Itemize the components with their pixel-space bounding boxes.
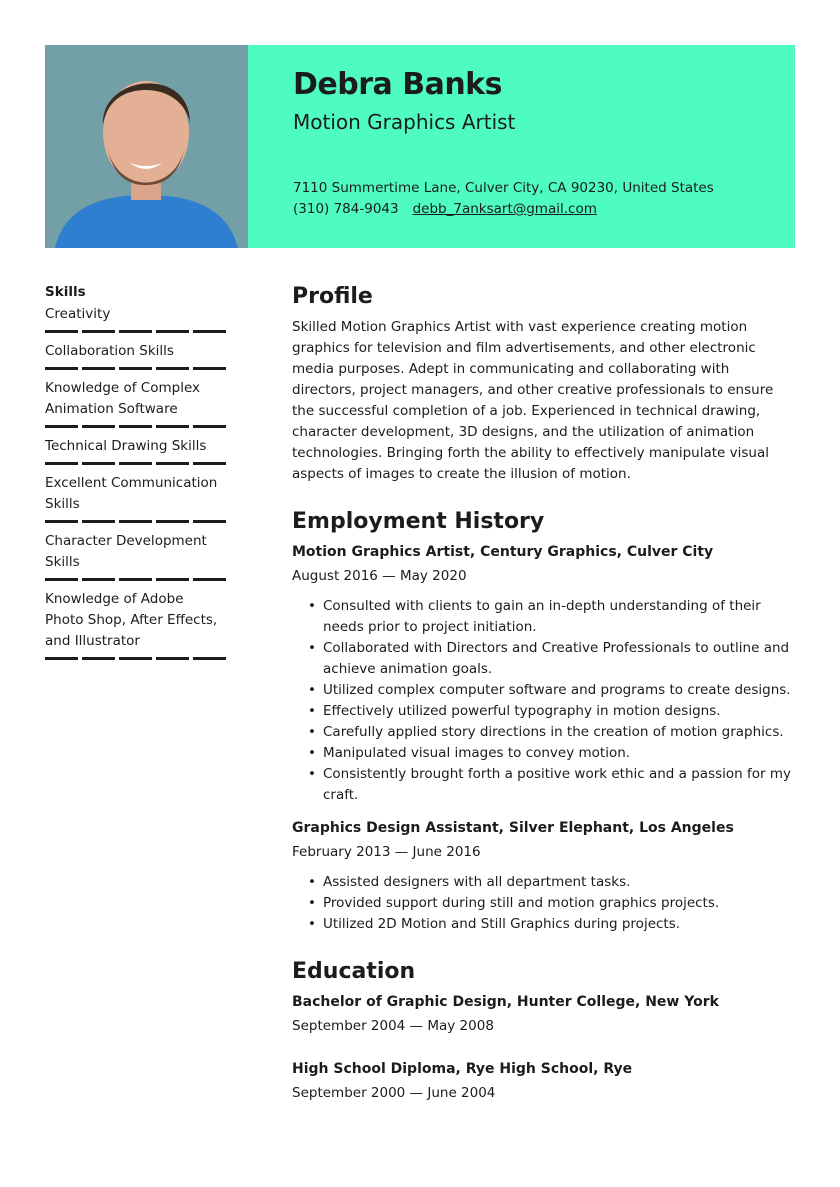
skill-level-bar	[45, 520, 226, 523]
skill-level-segment	[82, 367, 115, 370]
resume-header	[45, 45, 795, 248]
skill-level-segment	[82, 657, 115, 660]
degree-title: Bachelor of Graphic Design, Hunter College, New York	[292, 994, 719, 1010]
skill-level-segment	[119, 330, 152, 333]
skill-level-segment	[156, 330, 189, 333]
phone: (310) 784-9043	[293, 201, 399, 217]
employment-heading: Employment History	[292, 509, 545, 534]
skill-item	[45, 378, 226, 428]
skill-level-segment	[119, 425, 152, 428]
skills-heading: Skills	[45, 284, 86, 300]
education-dates: September 2004 — May 2008	[292, 1018, 494, 1034]
education-entry	[292, 992, 797, 1037]
skill-label: Creativity	[45, 306, 111, 322]
skill-item	[45, 436, 226, 465]
skill-level-segment	[119, 520, 152, 523]
profile-photo	[45, 45, 248, 248]
skill-level-bar	[45, 367, 226, 370]
skill-level-segment	[193, 462, 226, 465]
skill-level-segment	[156, 578, 189, 581]
skill-level-segment	[193, 520, 226, 523]
skill-level-segment	[193, 578, 226, 581]
profile-text: Skilled Motion Graphics Artist with vast experience creating motion graphics for television and film advertisements, and other electronic media purposes. Adept in communicating and collaborating with directors, project managers, and other creative professionals to ensure the successful completion of a job. Experienced in technical drawing, character development, 3D designs, and the utilization of animation technologies. Bringing forth the ability to effectively manipulate visual aspects of images to create the illusion of motion.	[292, 319, 774, 482]
job-bullet: • Provided support during still and motion graphics projects.	[292, 893, 797, 914]
job-bullet: • Effectively utilized powerful typography in motion designs.	[292, 701, 797, 722]
skill-level-bar	[45, 578, 226, 581]
degree-title: High School Diploma, Rye High School, Rye	[292, 1061, 633, 1077]
skill-item	[45, 304, 226, 333]
skill-label: Excellent Communication Skills	[45, 475, 218, 512]
skill-level-segment	[193, 657, 226, 660]
skill-level-segment	[156, 367, 189, 370]
skill-level-segment	[45, 578, 78, 581]
job-bullet: • Collaborated with Directors and Creative Professionals to outline and achieve animation goals.	[292, 638, 797, 680]
job-bullet: • Utilized complex computer software and programs to create designs.	[292, 680, 797, 701]
profile-heading: Profile	[292, 284, 373, 309]
skill-level-segment	[119, 367, 152, 370]
job-dates: August 2016 — May 2020	[292, 568, 467, 584]
skill-label: Technical Drawing Skills	[45, 438, 207, 454]
skill-level-segment	[45, 425, 78, 428]
skill-level-segment	[45, 657, 78, 660]
skill-level-segment	[156, 425, 189, 428]
address: 7110 Summertime Lane, Culver City, CA 90230, United States	[293, 180, 714, 196]
job-entry	[292, 818, 797, 935]
skill-level-bar	[45, 425, 226, 428]
job-bullet: • Consulted with clients to gain an in-depth understanding of their needs prior to project initiation.	[292, 596, 797, 638]
skill-level-segment	[45, 462, 78, 465]
skill-label: Knowledge of Adobe Photo Shop, After Effects, and Illustrator	[45, 591, 218, 649]
candidate-name: Debra Banks	[293, 67, 502, 102]
job-bullets	[292, 872, 797, 935]
job-title: Graphics Design Assistant, Silver Elephant, Los Angeles	[292, 820, 734, 836]
job-bullet: • Utilized 2D Motion and Still Graphics during projects.	[292, 914, 797, 935]
skill-item	[45, 589, 226, 660]
skill-level-segment	[45, 330, 78, 333]
skill-item	[45, 473, 226, 523]
job-bullet: • Assisted designers with all department tasks.	[292, 872, 797, 893]
skill-level-segment	[82, 578, 115, 581]
profile-section	[292, 284, 797, 485]
skill-level-segment	[119, 657, 152, 660]
education-dates: September 2000 — June 2004	[292, 1085, 496, 1101]
skill-level-segment	[156, 520, 189, 523]
skill-level-bar	[45, 462, 226, 465]
contact-info	[293, 178, 714, 220]
skill-level-segment	[45, 520, 78, 523]
main-content	[292, 284, 797, 1128]
skill-item	[45, 531, 226, 581]
skill-level-segment	[193, 425, 226, 428]
skill-level-segment	[82, 425, 115, 428]
skill-level-bar	[45, 657, 226, 660]
skill-label: Knowledge of Complex Animation Software	[45, 380, 201, 417]
candidate-title: Motion Graphics Artist	[293, 110, 516, 134]
skill-label: Collaboration Skills	[45, 343, 174, 359]
job-bullet: • Consistently brought forth a positive work ethic and a passion for my craft.	[292, 764, 797, 806]
skill-level-segment	[119, 578, 152, 581]
education-heading: Education	[292, 959, 416, 984]
skill-level-segment	[45, 367, 78, 370]
skill-level-segment	[82, 462, 115, 465]
skill-level-bar	[45, 330, 226, 333]
skill-level-segment	[156, 657, 189, 660]
job-bullet: • Carefully applied story directions in the creation of motion graphics.	[292, 722, 797, 743]
education-entry	[292, 1059, 797, 1104]
skill-level-segment	[193, 330, 226, 333]
skills-sidebar	[45, 284, 226, 668]
job-bullets	[292, 596, 797, 806]
skill-level-segment	[156, 462, 189, 465]
job-bullet: • Manipulated visual images to convey motion.	[292, 743, 797, 764]
job-dates: February 2013 — June 2016	[292, 844, 481, 860]
skill-level-segment	[82, 520, 115, 523]
email-link[interactable]: debb_7anksart@gmail.com	[412, 201, 597, 217]
skill-level-segment	[82, 330, 115, 333]
job-title: Motion Graphics Artist, Century Graphics, Culver City	[292, 544, 714, 560]
skill-item	[45, 341, 226, 370]
job-entry	[292, 542, 797, 806]
skill-level-segment	[193, 367, 226, 370]
employment-section	[292, 509, 797, 935]
skill-label: Character Development Skills	[45, 533, 207, 570]
education-section	[292, 959, 797, 1104]
skill-level-segment	[119, 462, 152, 465]
